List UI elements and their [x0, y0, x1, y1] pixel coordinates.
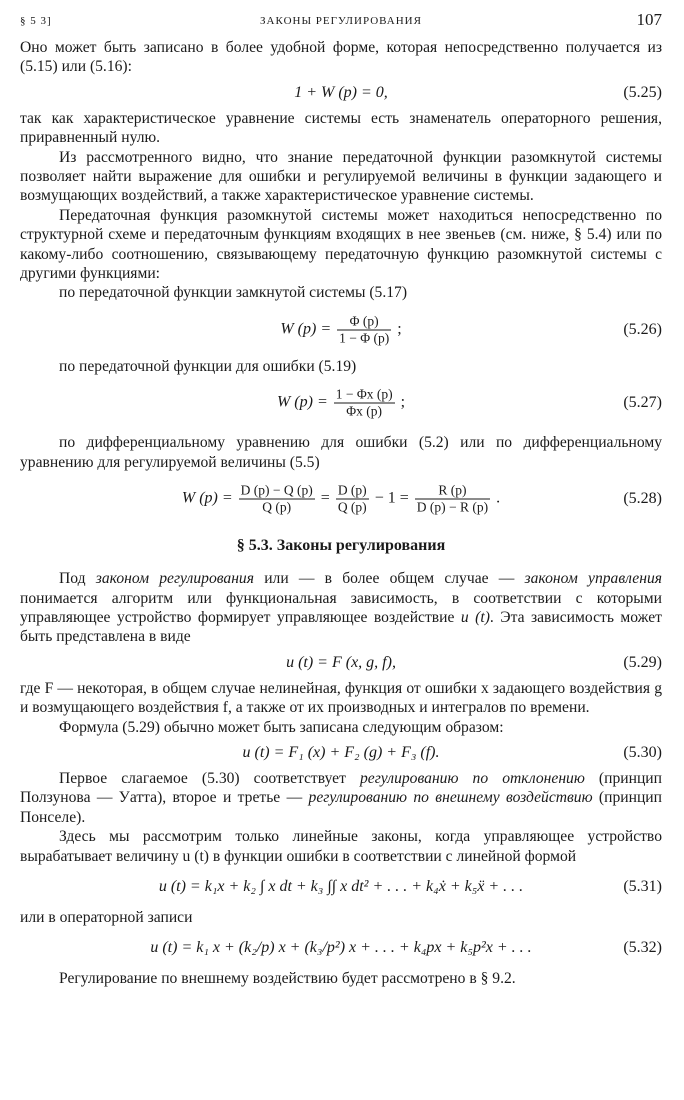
- paragraph-7: по дифференциальному уравнению для ошибки (5.2) или по дифференциальному уравнению для регулируемой величины (5.5): [20, 434, 662, 471]
- equation-tail: ;: [400, 393, 406, 411]
- equation-number: (5.27): [623, 394, 662, 412]
- fraction: [337, 313, 391, 346]
- header-section: § 5 3]: [20, 15, 52, 27]
- text-run: Под: [59, 570, 96, 588]
- denominator: Q (p): [262, 499, 292, 515]
- equation-mid: − 1 =: [374, 489, 409, 507]
- equation-body: u (t) = F (x, g, f),: [286, 653, 396, 671]
- numerator: D (p): [337, 482, 367, 498]
- header-title: ЗАКОНЫ РЕГУЛИРОВАНИЯ: [260, 15, 422, 27]
- paragraph-1: Оно может быть записано в более удобной форме, которая непосредственно получается из (5.15) или (5.16):: [20, 39, 662, 76]
- numerator: 1 − Φx (p): [335, 386, 393, 402]
- paragraph-5: по передаточной функции замкнутой системы (5.17): [59, 284, 408, 302]
- section-title: § 5.3. Законы регулирования: [236, 537, 446, 555]
- equation-body: 1 + W (p) = 0,: [294, 83, 388, 101]
- equation-5-27: [20, 381, 662, 425]
- fraction-1: [239, 483, 315, 516]
- paragraph-10: Формула (5.29) обычно может быть записана следующим образом:: [59, 718, 504, 736]
- equation-tail: .: [496, 489, 501, 507]
- text-run: . Эта зависимость может быть представлена в виде: [20, 608, 662, 646]
- fraction: [334, 387, 395, 420]
- paragraph-9: где F — некоторая, в общем случае нелинейная, функция от ошибки x задающего воздействия g и возмущающего воздействия f, а также от их производных и интегралов по времени.: [20, 679, 662, 717]
- equals-sign: =: [320, 489, 330, 507]
- equation-5-31: [20, 871, 662, 903]
- term-disturbance-control: регулированию по внешнему воздействию: [308, 789, 593, 807]
- equation-5-29: [20, 652, 662, 674]
- denominator: Q (p): [337, 499, 367, 515]
- equation-5-26: [20, 308, 662, 352]
- denominator: Φx (p): [346, 403, 383, 419]
- paragraph-13: или в операторной записи: [20, 908, 193, 926]
- text-run: понимается алгоритм или функциональная зависимость, в соответствии с которыми управляющее устройство формирует управляющее воздействие: [20, 589, 662, 626]
- paragraph-14: Регулирование по внешнему воздействию будет рассмотрено в § 9.2.: [59, 970, 516, 988]
- symbol-u-t: u (t): [460, 608, 490, 626]
- equation-body: u (t) = F₁ (x) + F₂ (g) + F₃ (f).: [242, 743, 440, 761]
- equation-tail: ;: [397, 320, 402, 338]
- paragraph-12: Здесь мы рассмотрим только линейные законы, когда управляющее устройство вырабатывает величину u (t) в функции ошибки в соответствии с линейной формой: [20, 828, 662, 865]
- equation-5-32: [20, 932, 662, 964]
- equation-lhs: W (p) =: [280, 320, 332, 338]
- term-deviation-control: регулированию по отклонению: [359, 769, 585, 787]
- equation-5-25: [20, 82, 662, 104]
- page-number: 107: [636, 10, 662, 29]
- paragraph-3: Из рассмотренного видно, что знание передаточной функции разомкнутой системы позволяет найти выражение для ошибки и регулируемой величины в функции задающего и возмущающих воздействий, а также характеристическое уравнение системы.: [20, 148, 662, 205]
- equation-body: u (t) = k₁x + k₂ ∫ x dt + k₃ ∫∫ x dt² + . . . + k₄ẋ + k₅ẍ + . . .: [158, 877, 524, 895]
- text-run: Первое слагаемое (5.30) соответствует: [59, 769, 360, 787]
- paragraph-6: по передаточной функции для ошибки (5.19): [59, 357, 357, 375]
- equation-5-28: [20, 477, 662, 521]
- paragraph-8: [20, 569, 662, 647]
- numerator: R (p): [415, 483, 490, 500]
- equation-5-30: [20, 742, 662, 764]
- term-control-law: законом регулирования: [95, 570, 254, 588]
- denominator: 1 − Φ (p): [339, 330, 390, 346]
- text-run: (принцип Ползунова — Уатта), второе и третье —: [20, 769, 662, 807]
- equation-lhs: W (p) =: [181, 489, 233, 507]
- text-run: или — в более общем случае —: [253, 570, 525, 588]
- running-header: [20, 12, 662, 38]
- equation-lhs: W (p) =: [276, 393, 328, 411]
- equation-number: (5.30): [623, 743, 662, 761]
- equation-number: (5.26): [623, 320, 662, 338]
- equation-number: (5.32): [623, 939, 662, 957]
- equation-number: (5.29): [623, 653, 662, 671]
- equation-body: u (t) = k₁ x + (k₂/p) x + (k₃/p²) x + . . . + k₄px + k₅p²x + . . .: [150, 939, 532, 957]
- book-page: [20, 12, 662, 989]
- equation-number: (5.31): [623, 877, 662, 895]
- paragraph-2: так как характеристическое уравнение системы есть знаменатель операторного решения, приравненный нулю.: [20, 109, 662, 147]
- equation-number: (5.25): [623, 83, 662, 101]
- fraction-3: [415, 483, 490, 516]
- equation-number: (5.28): [623, 490, 662, 508]
- fraction-2: [336, 483, 369, 516]
- numerator: D (p) − Q (p): [240, 482, 313, 498]
- text-run: (принцип Понселе).: [20, 789, 662, 826]
- numerator: Φ (p): [337, 313, 391, 330]
- paragraph-4: Передаточная функция разомкнутой системы может находиться непосредственно по структурной схеме и передаточным функциям входящих в нее звеньев (см. ниже, § 5.4) или по какому-либо соотношению, связывающему передаточную функцию разомкнутой системы с другими функциями:: [20, 206, 662, 283]
- term-control-rule: законом управления: [524, 570, 662, 588]
- paragraph-11: [20, 769, 662, 827]
- denominator: D (p) − R (p): [416, 499, 489, 515]
